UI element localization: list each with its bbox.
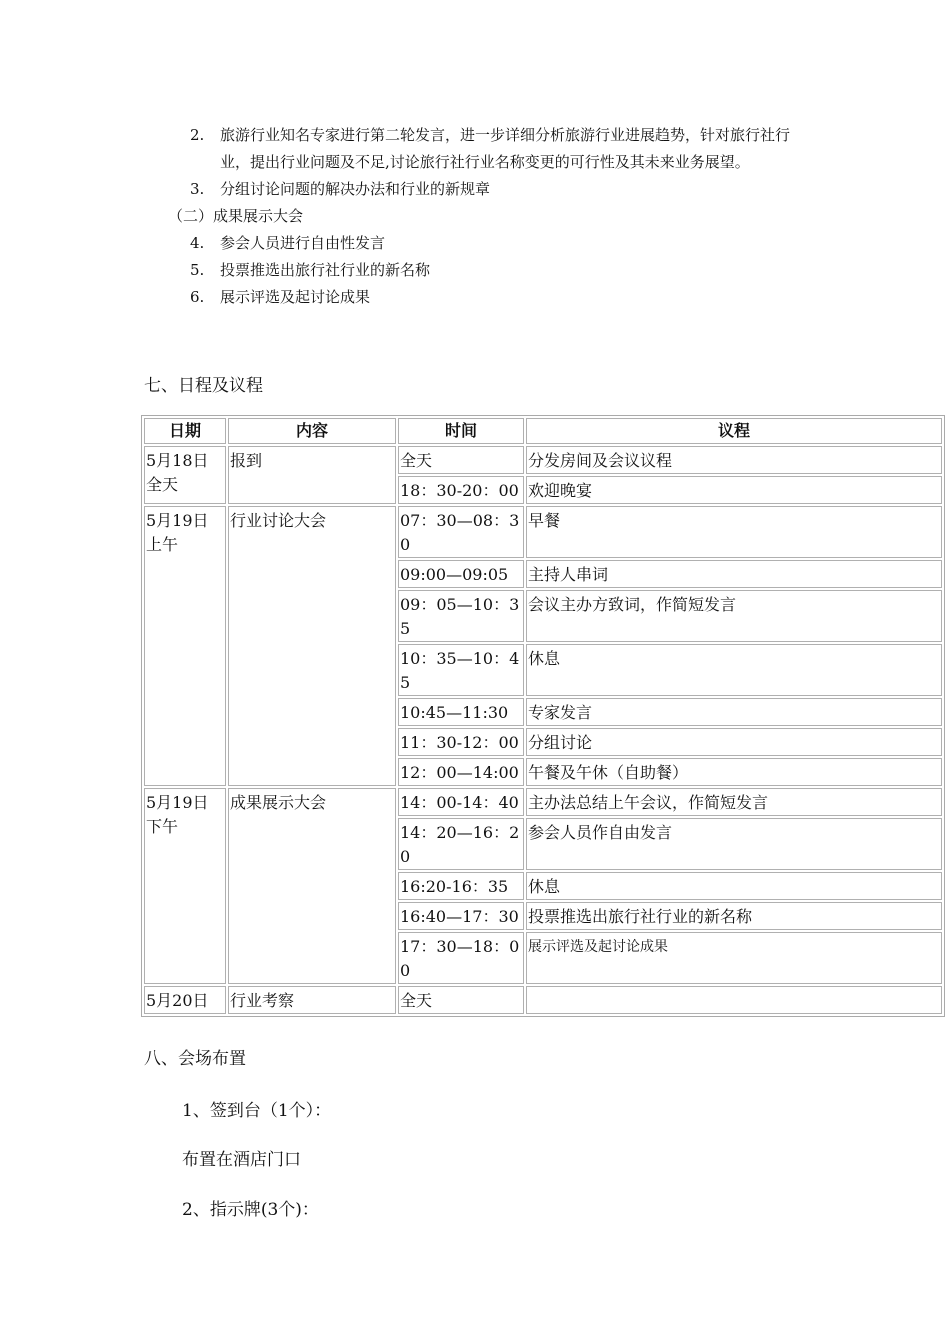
list-item: [190, 284, 810, 311]
list-text: 旅游行业知名专家进行第二轮发言，进一步详细分析旅游行业进展趋势，针对旅行社行业，提出行业问题及不足,讨论旅行社行业名称变更的可行性及其未来业务展望。: [220, 126, 791, 171]
list-subheading: （二）成果展示大会: [168, 207, 304, 225]
agenda-cell: 主办法总结上午会议，作简短发言: [526, 788, 942, 816]
time-cell: 09：05—10：35: [398, 590, 524, 642]
list-text: 展示评选及起讨论成果: [220, 288, 371, 306]
list-text: 分组讨论问题的解决办法和行业的新规章: [220, 180, 491, 198]
section-heading-schedule: 七、日程及议程: [144, 376, 263, 396]
list-number: 6.: [190, 288, 205, 306]
agenda-cell: 展示评选及起讨论成果: [526, 932, 942, 984]
venue-item-signin: 1、签到台（1个）：: [182, 1101, 332, 1121]
time-cell: 16:20-16：35: [398, 872, 524, 900]
date-cell: 5月18日全天: [144, 446, 226, 504]
agenda-cell: 分组讨论: [526, 728, 942, 756]
time-cell: 12：00—14:00: [398, 758, 524, 786]
agenda-cell: 会议主办方致词，作简短发言: [526, 590, 942, 642]
table-header-row: [144, 418, 942, 444]
content-cell: 行业考察: [228, 986, 396, 1014]
agenda-cell: 午餐及午休（自助餐）: [526, 758, 942, 786]
time-cell: 14：00-14：40: [398, 788, 524, 816]
section-heading-venue: 八、会场布置: [144, 1049, 246, 1069]
list-text: 投票推选出旅行社行业的新名称: [220, 261, 431, 279]
list-item: [190, 176, 810, 203]
venue-item-signin-location: 布置在酒店门口: [182, 1150, 301, 1170]
table-row: [144, 986, 942, 1014]
agenda-cell: 欢迎晚宴: [526, 476, 942, 504]
agenda-cell: 参会人员作自由发言: [526, 818, 942, 870]
agenda-cell: 早餐: [526, 506, 942, 558]
agenda-table: [141, 415, 945, 1017]
header-content: 内容: [228, 418, 396, 444]
list-number: 2.: [190, 126, 205, 144]
header-time: 时间: [398, 418, 524, 444]
content-cell: 行业讨论大会: [228, 506, 396, 786]
numbered-list: [168, 122, 810, 311]
time-cell: 10:45—11:30: [398, 698, 524, 726]
list-number: 5.: [190, 261, 205, 279]
content-cell: 成果展示大会: [228, 788, 396, 984]
list-number: 4.: [190, 234, 205, 252]
list-item: [190, 122, 810, 176]
time-cell: 07：30—08：30: [398, 506, 524, 558]
time-cell: 14：20—16：20: [398, 818, 524, 870]
date-cell: 5月19日下午: [144, 788, 226, 984]
agenda-cell: 休息: [526, 644, 942, 696]
time-cell: 全天: [398, 986, 524, 1014]
time-cell: 16:40—17：30: [398, 902, 524, 930]
agenda-cell: 休息: [526, 872, 942, 900]
agenda-cell: 专家发言: [526, 698, 942, 726]
time-cell: 09:00—09:05: [398, 560, 524, 588]
venue-item-signs: 2、指示牌(3个)：: [182, 1200, 319, 1220]
time-cell: 10：35—10：45: [398, 644, 524, 696]
time-cell: 18：30-20：00: [398, 476, 524, 504]
content-cell: 报到: [228, 446, 396, 504]
date-cell: 5月20日: [144, 986, 226, 1014]
list-text: 参会人员进行自由性发言: [220, 234, 386, 252]
header-agenda: 议程: [526, 418, 942, 444]
header-date: 日期: [144, 418, 226, 444]
time-cell: 17：30—18：00: [398, 932, 524, 984]
list-item: [190, 230, 810, 257]
list-item: [190, 257, 810, 284]
date-cell: 5月19日上午: [144, 506, 226, 786]
agenda-cell: [526, 986, 942, 1014]
table-row: [144, 788, 942, 816]
time-cell: 11：30-12：00: [398, 728, 524, 756]
table-row: [144, 506, 942, 558]
time-cell: 全天: [398, 446, 524, 474]
agenda-cell: 主持人串词: [526, 560, 942, 588]
list-number: 3.: [190, 180, 205, 198]
agenda-cell: 投票推选出旅行社行业的新名称: [526, 902, 942, 930]
agenda-cell: 分发房间及会议议程: [526, 446, 942, 474]
table-row: [144, 446, 942, 474]
